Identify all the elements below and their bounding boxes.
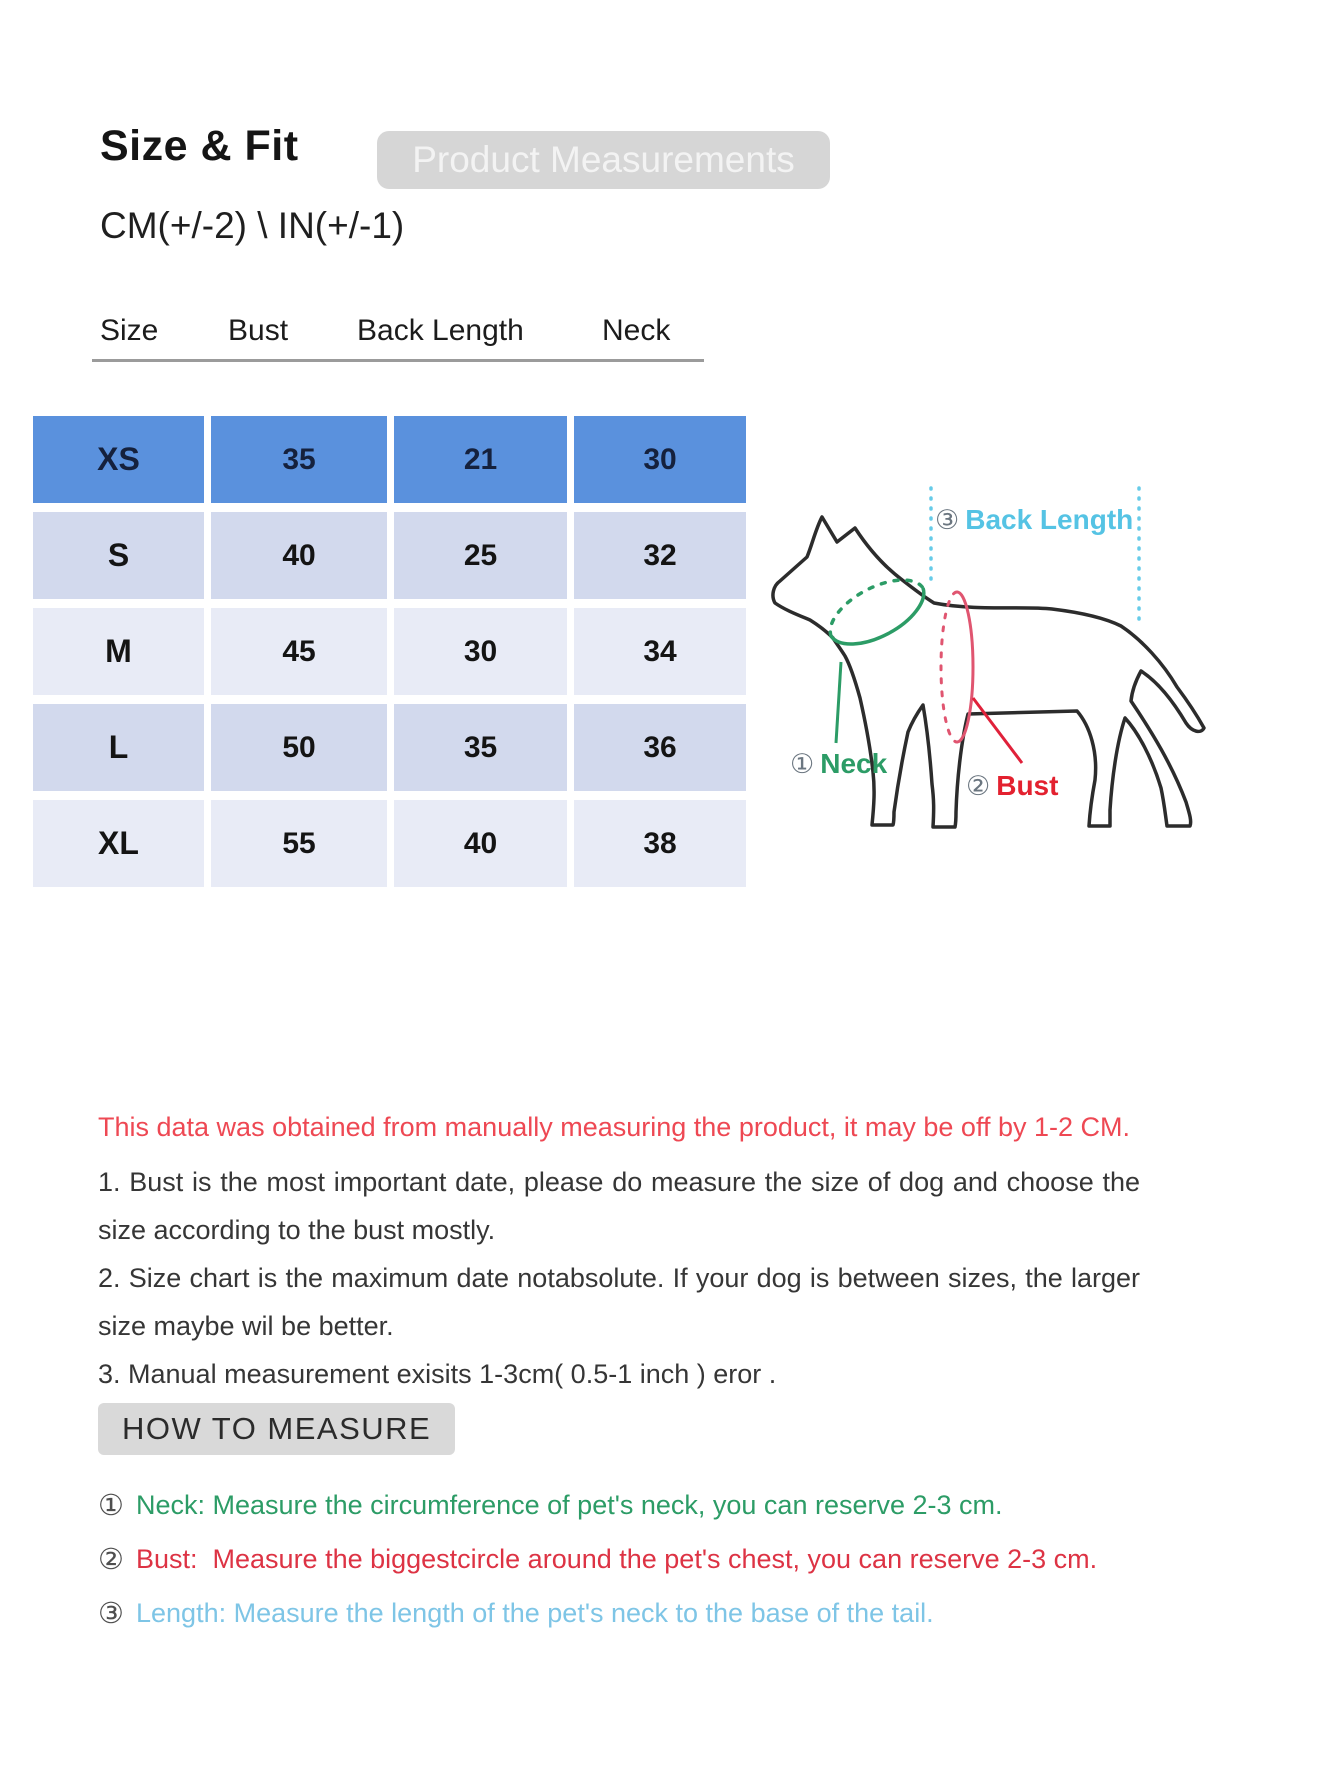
column-header-size: Size — [100, 314, 159, 347]
circled-2-icon: ② — [966, 771, 991, 801]
column-header-back-length: Back Length — [357, 314, 524, 347]
table-cell-size: XS — [33, 416, 204, 503]
page-title: Size & Fit — [100, 122, 299, 170]
table-cell-bust: 35 — [211, 416, 387, 503]
table-cell-size: L — [33, 704, 204, 791]
measure-step-bust: ② Bust: Measure the biggestcircle around the pet's chest, you can reserve 2-3 cm. — [98, 1543, 1098, 1576]
table-cell-neck: 36 — [574, 704, 746, 791]
table-cell-back-length: 40 — [394, 800, 567, 887]
sizing-notes — [98, 1158, 1140, 1398]
table-cell-bust: 45 — [211, 608, 387, 695]
circled-2-icon: ② — [98, 1543, 124, 1576]
product-measurements-badge: Product Measurements — [377, 131, 830, 189]
bust-label: ② Bust — [966, 770, 1059, 801]
how-to-measure-steps — [98, 1478, 1097, 1640]
table-cell-back-length: 21 — [394, 416, 567, 503]
column-header-bust: Bust — [228, 314, 289, 347]
table-cell-neck: 38 — [574, 800, 746, 887]
neck-label: ① Neck — [790, 748, 888, 779]
table-cell-back-length: 35 — [394, 704, 567, 791]
circled-1-icon: ① — [98, 1489, 124, 1522]
table-cell-size: M — [33, 608, 204, 695]
note-2: 2. Size chart is the maximum date notabsolute. If your dog is between sizes, the larger size maybe wil be better. — [98, 1263, 1140, 1341]
back-length-label: ③ Back Length — [935, 504, 1134, 535]
table-cell-back-length: 30 — [394, 608, 567, 695]
how-to-measure-heading: HOW TO MEASURE — [98, 1403, 455, 1455]
table-cell-size: XL — [33, 800, 204, 887]
circled-3-icon: ③ — [98, 1597, 124, 1630]
note-3: 3. Manual measurement exisits 1-3cm( 0.5-1 inch ) eror . — [98, 1359, 777, 1389]
measurement-disclaimer: This data was obtained from manually measuring the product, it may be off by 1-2 CM. — [98, 1112, 1130, 1142]
table-cell-size: S — [33, 512, 204, 599]
measure-step-length: ③ Length: Measure the length of the pet's neck to the base of the tail. — [98, 1597, 934, 1630]
header-underline — [92, 359, 704, 362]
column-header-neck: Neck — [602, 314, 671, 347]
tolerance-note: CM(+/-2) \ IN(+/-1) — [100, 205, 405, 246]
table-cell-back-length: 25 — [394, 512, 567, 599]
note-1: 1. Bust is the most important date, please do measure the size of dog and choose the size according to the bust mostly. — [98, 1167, 1140, 1245]
table-cell-neck: 34 — [574, 608, 746, 695]
neck-pointer-line — [836, 662, 841, 743]
table-cell-bust: 50 — [211, 704, 387, 791]
circled-3-icon: ③ — [935, 505, 960, 535]
circled-1-icon: ① — [790, 749, 815, 779]
table-cell-bust: 40 — [211, 512, 387, 599]
measure-step-neck: ① Neck: Measure the circumference of pet's neck, you can reserve 2-3 cm. — [98, 1489, 1003, 1522]
table-cell-neck: 32 — [574, 512, 746, 599]
table-cell-bust: 55 — [211, 800, 387, 887]
table-cell-neck: 30 — [574, 416, 746, 503]
size-table — [33, 416, 746, 887]
